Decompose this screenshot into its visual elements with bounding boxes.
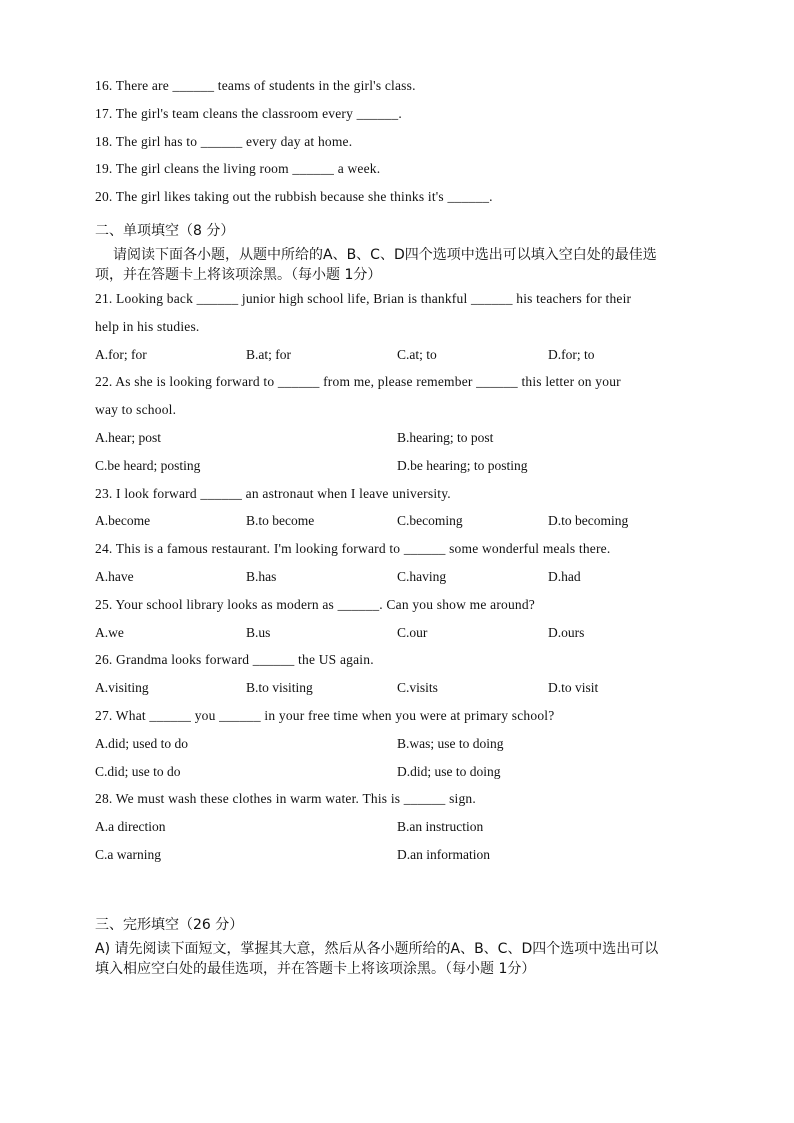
option-c: C.visits	[397, 680, 438, 696]
question-22-stem: 22. As she is looking forward to ______ from me, please remember ______ this letter on your	[95, 374, 621, 390]
option-c: C.our	[397, 624, 428, 640]
question-18: 18. The girl has to ______ every day at home.	[95, 133, 353, 149]
option-c: C.having	[397, 568, 447, 584]
section-spacer	[95, 869, 695, 905]
option-d: D.had	[548, 568, 581, 584]
option-a: A.a direction	[95, 819, 166, 835]
option-c: C.be heard; posting	[95, 457, 201, 473]
option-b: B.us	[246, 624, 271, 640]
question-27-stem: 27. What ______ you ______ in your free time when you were at primary school?	[95, 707, 555, 723]
option-d: D.ours	[548, 624, 585, 640]
question-20: 20. The girl likes taking out the rubbish because she thinks it's ______.	[95, 189, 493, 205]
option-b: B.an instruction	[397, 819, 484, 835]
option-d: D.be hearing; to posting	[397, 457, 528, 473]
question-22-options	[95, 424, 695, 480]
option-d: D.for; to	[548, 346, 595, 362]
option-c: C.becoming	[397, 513, 463, 529]
option-b: B.hearing; to post	[397, 429, 494, 445]
question-16: 16. There are ______ teams of students in the girl's class.	[95, 78, 416, 93]
question-25-stem: 25. Your school library looks as modern as ______. Can you show me around?	[95, 596, 536, 612]
question-21-options	[95, 341, 695, 369]
question-23-options	[95, 507, 695, 535]
option-d: D.an information	[397, 846, 490, 862]
option-b: B.to become	[246, 513, 315, 529]
question-26-options	[95, 674, 695, 702]
option-d: D.to becoming	[548, 513, 629, 529]
option-c: C.a warning	[95, 846, 161, 862]
question-25-options	[95, 619, 695, 647]
option-b: B.has	[246, 568, 277, 584]
option-a: A.we	[95, 624, 124, 640]
option-d: D.did; use to doing	[397, 763, 501, 779]
section-3-heading: 三、完形填空（26 分）	[95, 916, 244, 933]
option-c: C.did; use to do	[95, 763, 181, 779]
section-2-instruction-line-2: 项，并在答题卡上将该项涂黑。（每小题 1分）	[95, 266, 382, 283]
question-26-stem: 26. Grandma looks forward ______ the US again.	[95, 652, 374, 668]
option-b: B.was; use to doing	[397, 735, 504, 751]
option-d: D.to visit	[548, 680, 599, 696]
option-a: A.for; for	[95, 346, 147, 362]
option-a: A.hear; post	[95, 429, 161, 445]
question-17: 17. The girl's team cleans the classroom every ______.	[95, 105, 402, 121]
question-28-options	[95, 813, 695, 869]
option-a: A.become	[95, 513, 151, 529]
section-2-heading: 二、单项填空（8 分）	[95, 222, 235, 239]
question-24-stem: 24. This is a famous restaurant. I'm looking forward to ______ some wonderful meals there.	[95, 541, 611, 557]
question-22-stem-cont: way to school.	[95, 402, 177, 418]
question-21-stem: 21. Looking back ______ junior high school life, Brian is thankful ______ his teachers for their	[95, 290, 632, 306]
fill-question-list	[95, 72, 695, 211]
option-b: B.to visiting	[246, 680, 313, 696]
section-2-instruction-line-1: 请阅读下面各小题，从题中所给的A、B、C、D四个选项中选出可以填入空白处的最佳选	[113, 246, 657, 263]
question-24-options	[95, 563, 695, 591]
question-23-stem: 23. I look forward ______ an astronaut when I leave university.	[95, 485, 451, 501]
option-a: A.visiting	[95, 680, 149, 696]
section-3-instruction-line-1: A) 请先阅读下面短文，掌握其大意，然后从各小题所给的A、B、C、D四个选项中选出可以	[95, 940, 659, 957]
option-c: C.at; to	[397, 346, 437, 362]
question-28-stem: 28. We must wash these clothes in warm water. This is ______ sign.	[95, 791, 476, 807]
question-27-options	[95, 730, 695, 786]
option-a: A.did; used to do	[95, 735, 188, 751]
option-a: A.have	[95, 568, 134, 584]
question-19: 19. The girl cleans the living room ______ a week.	[95, 161, 381, 177]
exam-page	[95, 72, 695, 979]
option-b: B.at; for	[246, 346, 291, 362]
question-21-stem-cont: help in his studies.	[95, 318, 200, 334]
section-3-instruction-line-2: 填入相应空白处的最佳选项，并在答题卡上将该项涂黑。（每小题 1分）	[95, 960, 536, 977]
